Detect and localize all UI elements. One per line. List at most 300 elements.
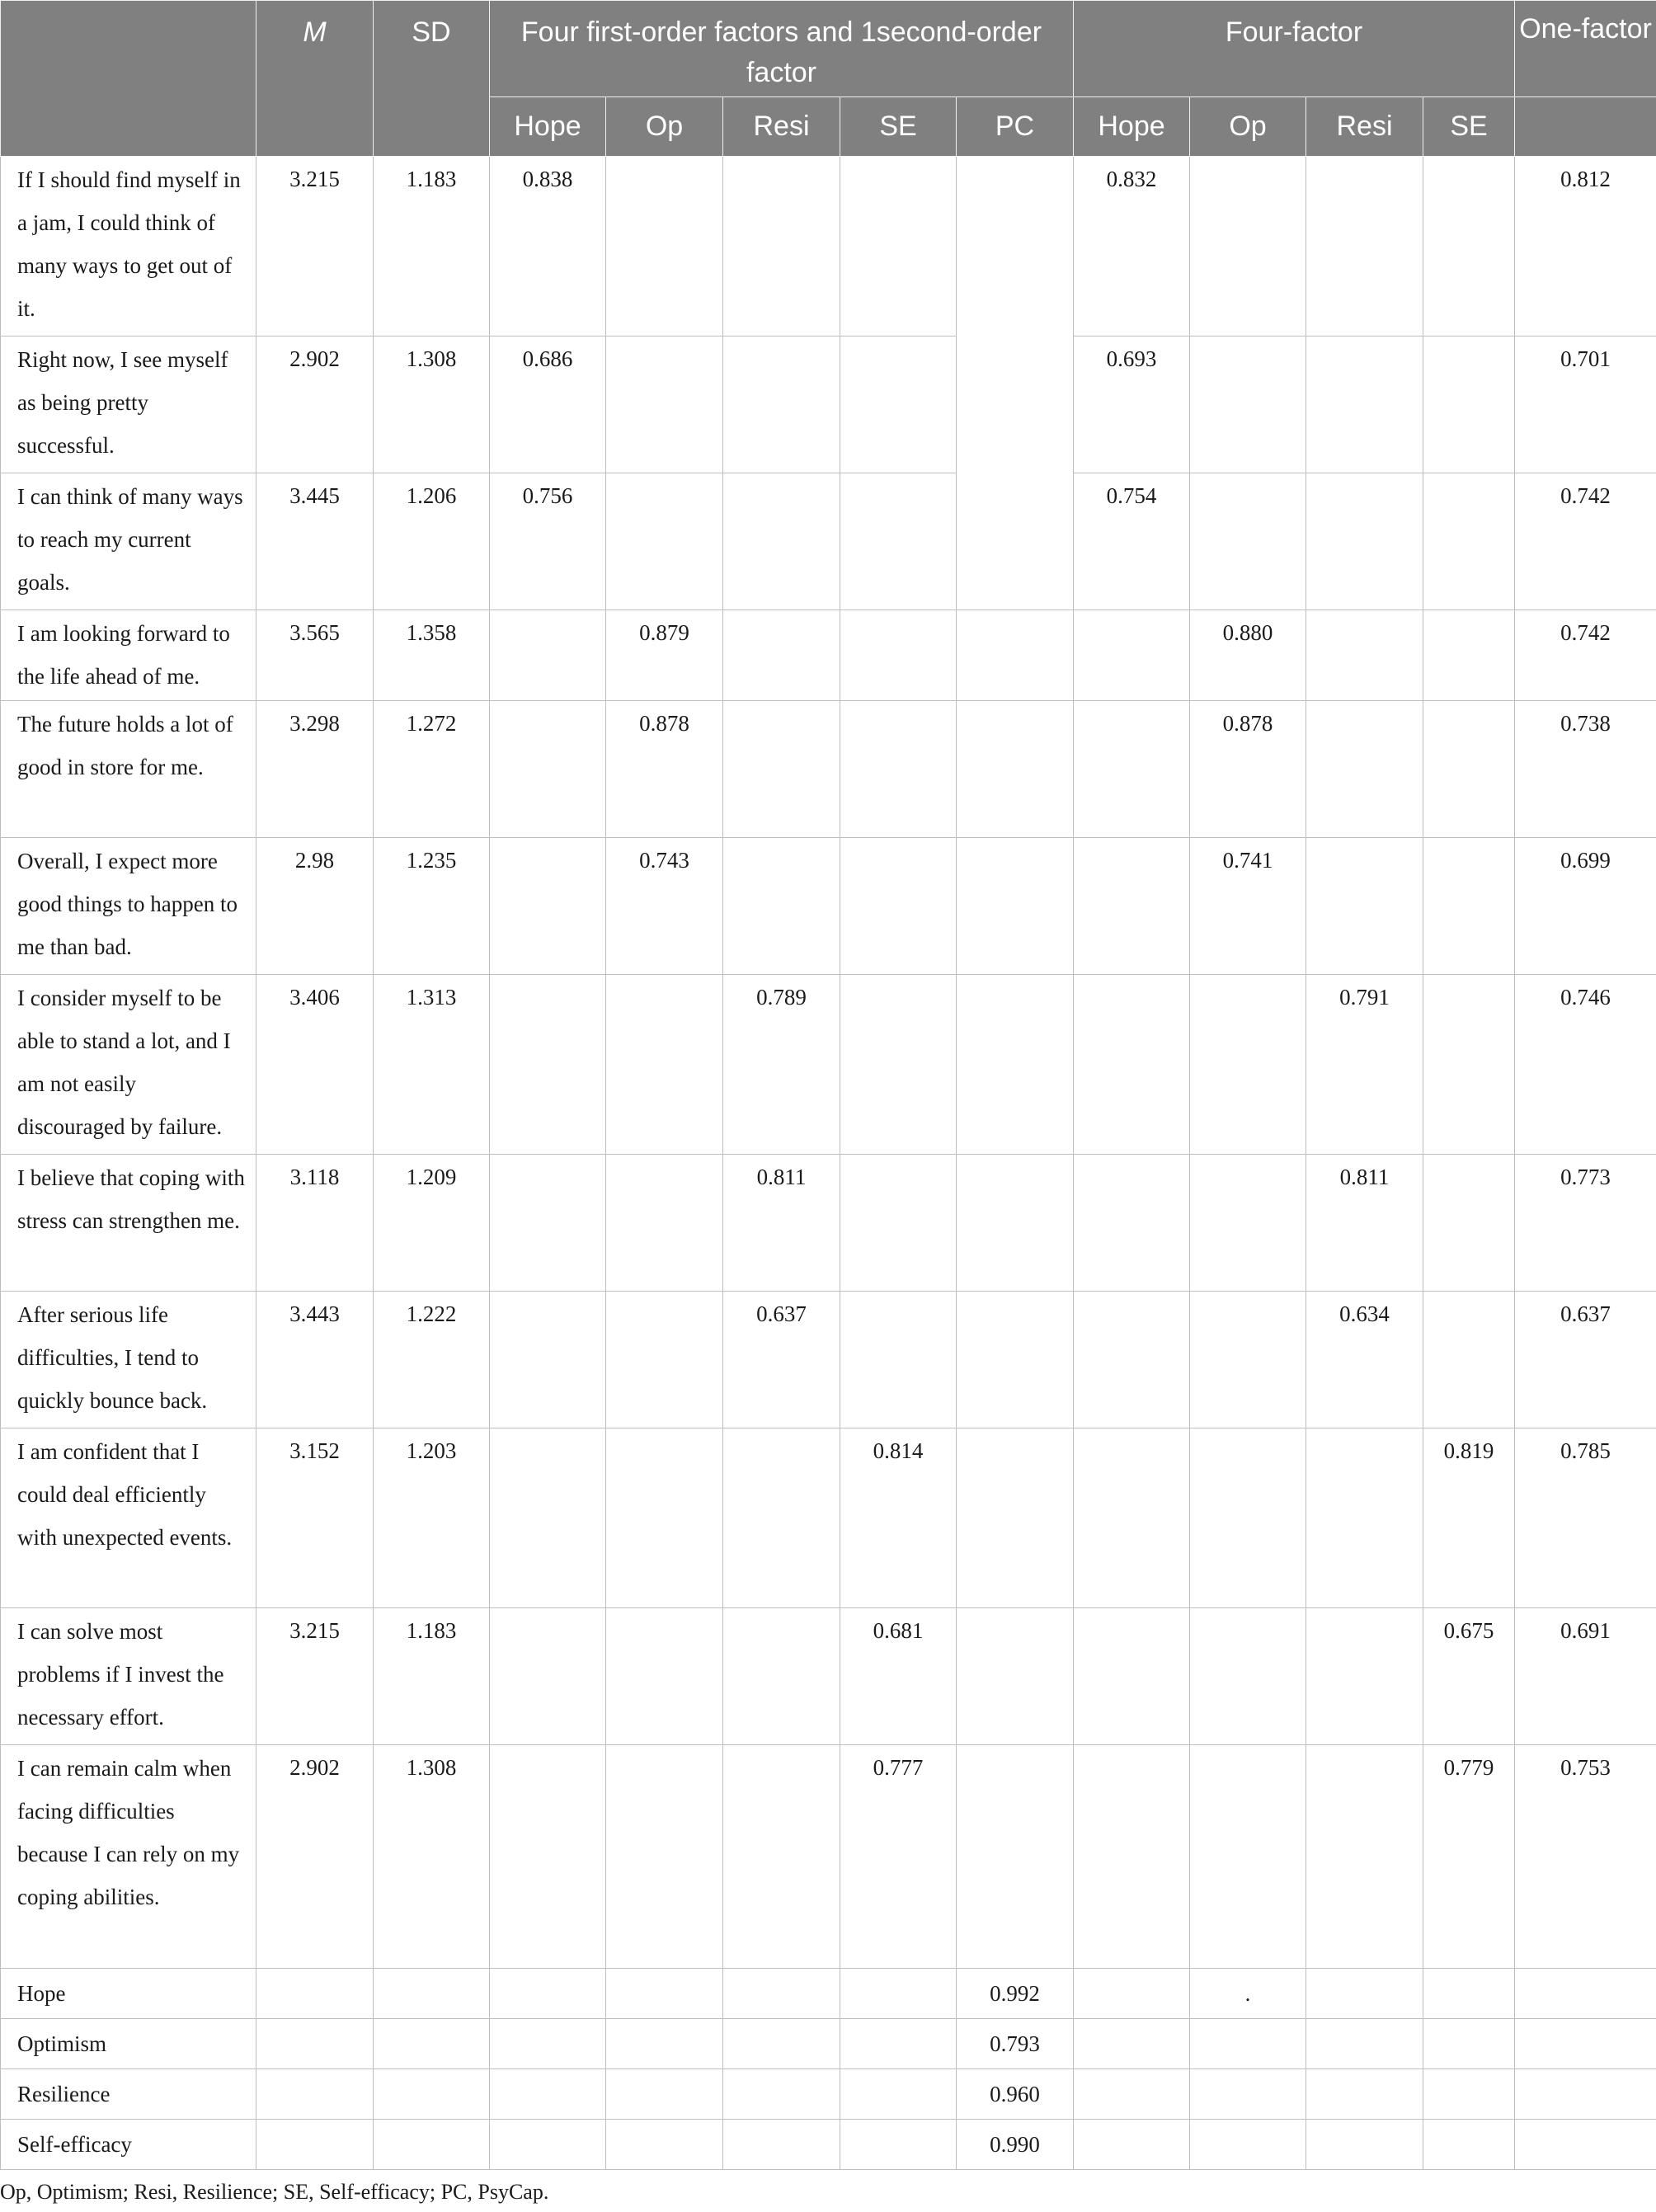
item-text-cell [1,838,256,975]
item-text-cell [1,975,256,1155]
subheader-four-factor-resi: Resi [1306,97,1423,157]
pc-merged-blank-cell [957,157,1074,610]
subheader-first-order-pc: PC [957,97,1074,157]
second-order-label-cell [1,2120,256,2170]
empty-cell [490,2069,606,2120]
second-order-label-cell-text: Self-efficacy [17,2132,132,2157]
empty-cell [840,1969,957,2019]
first-order-loading-cell [840,1292,957,1428]
four-factor-loading-cell [1306,838,1423,975]
first-order-loading-cell-text [606,157,722,168]
first-order-loading-cell [490,610,606,701]
four-factor-loading-cell [1190,473,1306,610]
four-factor-loading-cell [1074,610,1190,701]
empty-cell [1515,1969,1656,2019]
four-factor-loading-cell-text [1190,975,1306,986]
pc-blank-cell [957,1292,1074,1428]
mean-cell [256,701,374,838]
four-factor-loading-cell-text: 0.754 [1106,483,1157,508]
empty-cell [723,2120,840,2170]
sd-cell-text: 1.308 [406,1755,457,1780]
four-factor-loading-cell-text [1074,1292,1189,1303]
four-factor-loading-cell-text [1306,337,1423,348]
four-factor-loading-cell [1190,337,1306,473]
mark-cell-text: . [1244,1981,1251,2006]
first-order-loading-cell [606,337,723,473]
first-order-loading-cell [606,701,723,838]
pc-blank-cell [957,975,1074,1155]
four-factor-loading-cell-text [1423,610,1514,622]
four-factor-loading-cell-text [1423,838,1514,850]
pc-loading-cell [957,2019,1074,2069]
mean-cell [256,838,374,975]
four-factor-loading-cell-text [1190,1608,1306,1620]
four-factor-loading-cell [1423,337,1515,473]
empty-cell [256,2120,374,2170]
four-factor-loading-cell [1306,975,1423,1155]
four-factor-loading-cell [1074,838,1190,975]
four-factor-loading-cell [1423,1155,1515,1292]
first-order-loading-cell-text [606,1745,722,1757]
four-factor-loading-cell-text [1190,1155,1306,1166]
first-order-loading-cell-text [490,1155,605,1166]
sd-cell [374,701,490,838]
first-order-loading-cell-text: 0.838 [522,167,573,191]
four-factor-loading-cell-text [1423,473,1514,485]
four-factor-loading-cell-text [1190,473,1306,485]
first-order-loading-cell [723,473,840,610]
first-order-loading-cell-text [723,157,840,168]
table-body [1,157,1656,2170]
one-factor-loading-cell [1515,157,1656,337]
pc-loading-cell [957,2069,1074,2120]
pc-loading-cell-text: 0.992 [990,1981,1040,2006]
first-order-loading-cell [490,337,606,473]
four-factor-loading-cell [1423,1428,1515,1608]
pc-loading-cell-text: 0.960 [990,2082,1040,2106]
one-factor-loading-cell [1515,1608,1656,1745]
mark-cell [1190,2019,1306,2069]
first-order-loading-cell [490,701,606,838]
empty-cell [256,2019,374,2069]
mean-cell [256,975,374,1155]
empty-cell [1074,2069,1190,2120]
four-factor-loading-cell-text [1423,337,1514,348]
four-factor-loading-cell-text [1306,1745,1423,1757]
first-order-loading-cell [723,1745,840,1969]
header-four-first-order-factors: Four first-order factors and 1second-order factor [490,1,1074,97]
table-header [1,1,1656,157]
first-order-loading-cell [490,975,606,1155]
table-row [1,701,1656,838]
first-order-loading-cell-text [723,838,840,850]
first-order-loading-cell-text [606,337,722,348]
first-order-loading-cell-text: 0.777 [873,1755,924,1780]
mean-cell [256,1745,374,1969]
sd-cell [374,1608,490,1745]
item-text-cell [1,1745,256,1969]
four-factor-loading-cell [1074,975,1190,1155]
four-factor-loading-cell-text [1190,1745,1306,1757]
pc-loading-cell [957,2120,1074,2170]
first-order-loading-cell-text [606,1428,722,1440]
four-factor-loading-cell [1423,1292,1515,1428]
mean-cell [256,473,374,610]
first-order-loading-cell-text [723,1428,840,1440]
empty-cell [374,2019,490,2069]
empty-cell [374,2069,490,2120]
subheader-first-order-resi: Resi [723,97,840,157]
subheader-one-factor-blank [1515,97,1656,157]
first-order-loading-cell-text: 0.756 [522,483,573,508]
pc-blank-cell [957,1745,1074,1969]
four-factor-loading-cell [1074,337,1190,473]
empty-cell [1423,1969,1515,2019]
item-text-cell-text: Overall, I expect more good things to happen to me than bad. [17,849,238,959]
four-factor-loading-cell [1306,701,1423,838]
first-order-loading-cell [840,1428,957,1608]
mean-cell-text: 3.215 [289,1618,340,1643]
four-factor-loading-cell [1423,157,1515,337]
first-order-loading-cell [490,1745,606,1969]
item-text-cell-text: If I should find myself in a jam, I could think of many ways to get out of it. [17,167,241,321]
sd-cell [374,1428,490,1608]
mark-cell [1190,2069,1306,2120]
empty-cell [1306,2069,1423,2120]
four-factor-loading-cell-text [1190,1292,1306,1303]
subheader-first-order-op: Op [606,97,723,157]
first-order-loading-cell-text [723,337,840,348]
pc-loading-cell-text: 0.990 [990,2132,1040,2157]
one-factor-loading-cell-text: 0.738 [1560,711,1611,736]
first-order-loading-cell-text: 0.743 [639,848,689,873]
mean-cell [256,610,374,701]
empty-cell [723,2019,840,2069]
sd-cell-text: 1.209 [406,1165,457,1189]
four-factor-loading-cell [1074,1155,1190,1292]
one-factor-loading-cell [1515,1428,1656,1608]
four-factor-loading-cell [1074,701,1190,838]
first-order-loading-cell [606,838,723,975]
item-text-cell [1,337,256,473]
empty-cell [374,2120,490,2170]
second-order-label-cell [1,2019,256,2069]
one-factor-loading-cell-text: 0.701 [1560,346,1611,371]
four-factor-loading-cell [1190,975,1306,1155]
mean-cell-text: 3.406 [289,985,340,1010]
empty-cell [1306,2120,1423,2170]
four-factor-loading-cell [1190,1155,1306,1292]
one-factor-loading-cell-text: 0.773 [1560,1165,1611,1189]
first-order-loading-cell [840,975,957,1155]
first-order-loading-cell [840,1155,957,1292]
first-order-loading-cell [606,1608,723,1745]
first-order-loading-cell [840,157,957,337]
empty-cell [606,2019,723,2069]
first-order-loading-cell-text [723,1745,840,1757]
table-row [1,157,1656,337]
mark-cell [1190,1969,1306,2019]
empty-cell [1515,2019,1656,2069]
first-order-loading-cell [723,157,840,337]
empty-cell [840,2019,957,2069]
item-text-cell [1,701,256,838]
first-order-loading-cell [840,610,957,701]
first-order-loading-cell-text: 0.814 [873,1438,924,1463]
four-factor-loading-cell-text [1074,610,1189,622]
first-order-loading-cell [606,1292,723,1428]
empty-cell [1306,2019,1423,2069]
second-order-label-cell-text: Resilience [17,2082,111,2106]
mean-cell [256,1292,374,1428]
one-factor-loading-cell [1515,473,1656,610]
first-order-loading-cell-text [490,1745,605,1757]
four-factor-loading-cell [1074,1608,1190,1745]
pc-loading-cell [957,1969,1074,2019]
sd-cell [374,975,490,1155]
one-factor-loading-cell [1515,838,1656,975]
four-factor-loading-cell-text [1074,1745,1189,1757]
four-factor-loading-cell-text [1423,975,1514,986]
four-factor-loading-cell [1074,1292,1190,1428]
four-factor-loading-cell [1306,1745,1423,1969]
empty-cell [1074,2019,1190,2069]
pc-blank-cell [957,1608,1074,1745]
mean-cell-text: 3.152 [289,1438,340,1463]
four-factor-loading-cell-text: 0.880 [1222,620,1273,645]
second-order-label-cell-text: Hope [17,1981,66,2006]
first-order-loading-cell [840,473,957,610]
four-factor-loading-cell-text [1306,157,1423,168]
four-factor-loading-cell-text: 0.819 [1443,1438,1494,1463]
mark-cell [1190,2120,1306,2170]
first-order-loading-cell-text [840,337,956,348]
empty-cell [1515,2069,1656,2120]
first-order-loading-cell-text [490,610,605,622]
sd-cell [374,337,490,473]
header-one-factor: One-factor [1515,1,1656,97]
four-factor-loading-cell-text: 0.634 [1339,1301,1390,1326]
first-order-loading-cell [606,157,723,337]
first-order-loading-cell [723,1292,840,1428]
sd-cell-text: 1.222 [406,1301,457,1326]
four-factor-loading-cell [1190,1608,1306,1745]
table-row [1,975,1656,1155]
four-factor-loading-cell [1423,610,1515,701]
first-order-loading-cell [490,157,606,337]
four-factor-loading-cell-text [1306,838,1423,850]
four-factor-loading-cell-text: 0.791 [1339,985,1390,1010]
mean-cell-text: 3.443 [289,1301,340,1326]
item-text-cell-text: I can think of many ways to reach my current goals. [17,484,243,595]
four-factor-loading-cell-text: 0.741 [1222,848,1273,873]
one-factor-loading-cell [1515,337,1656,473]
empty-cell [1306,1969,1423,2019]
four-factor-loading-cell-text [1306,1428,1423,1440]
header-m: M [256,1,374,157]
first-order-loading-cell-text: 0.879 [639,620,689,645]
table-row [1,1745,1656,1969]
mean-cell [256,337,374,473]
first-order-loading-cell-text: 0.878 [639,711,689,736]
four-factor-loading-cell [1190,1428,1306,1608]
four-factor-loading-cell [1423,1608,1515,1745]
empty-cell [1515,2120,1656,2170]
first-order-loading-cell [606,1745,723,1969]
four-factor-loading-cell [1306,1608,1423,1745]
sd-cell-text: 1.358 [406,620,457,645]
item-text-cell-text: After serious life difficulties, I tend to quickly bounce back. [17,1302,208,1413]
first-order-loading-cell [490,473,606,610]
empty-cell [490,2019,606,2069]
mean-cell [256,1428,374,1608]
first-order-loading-cell-text [490,1428,605,1440]
first-order-loading-cell-text [723,701,840,713]
four-factor-loading-cell [1190,838,1306,975]
table-footnote: Op, Optimism; Resi, Resilience; SE, Self-efficacy; PC, PsyCap. [0,2180,549,2204]
table-row [1,1292,1656,1428]
mean-cell [256,157,374,337]
empty-cell [1423,2019,1515,2069]
item-text-cell [1,1155,256,1292]
sd-cell [374,473,490,610]
four-factor-loading-cell [1306,337,1423,473]
first-order-loading-cell-text: 0.681 [873,1618,924,1643]
first-order-loading-cell-text [490,1292,605,1303]
four-factor-loading-cell [1306,1292,1423,1428]
first-order-loading-cell [490,1608,606,1745]
table-row [1,1155,1656,1292]
empty-cell [490,1969,606,2019]
one-factor-loading-cell [1515,701,1656,838]
mean-cell-text: 2.98 [294,848,335,873]
four-factor-loading-cell [1190,610,1306,701]
sd-cell-text: 1.235 [406,848,457,873]
one-factor-loading-cell [1515,1155,1656,1292]
first-order-loading-cell [606,975,723,1155]
first-order-loading-cell [840,1608,957,1745]
first-order-loading-cell-text [606,1155,722,1166]
item-text-cell-text: I am confident that I could deal efficiently with unexpected events. [17,1439,233,1550]
first-order-loading-cell [840,838,957,975]
subheader-four-factor-hope: Hope [1074,97,1190,157]
sd-cell-text: 1.203 [406,1438,457,1463]
first-order-loading-cell-text [840,838,956,850]
four-factor-loading-cell [1423,1745,1515,1969]
pc-blank-cell [957,610,1074,701]
one-factor-loading-cell-text: 0.785 [1560,1438,1611,1463]
four-factor-loading-cell-text [1074,1428,1189,1440]
sd-cell [374,1292,490,1428]
first-order-loading-cell-text [840,975,956,986]
subheader-first-order-hope: Hope [490,97,606,157]
sd-cell-text: 1.183 [406,167,457,191]
mean-cell-text: 2.902 [289,346,340,371]
first-order-loading-cell [723,701,840,838]
table-row [1,838,1656,975]
four-factor-loading-cell-text [1306,1608,1423,1620]
item-text-cell-text: The future holds a lot of good in store for me. [17,712,233,779]
first-order-loading-cell-text [606,473,722,485]
first-order-loading-cell [606,610,723,701]
first-order-loading-cell-text [490,701,605,713]
first-order-loading-cell-text [490,1608,605,1620]
second-order-row [1,2019,1656,2069]
item-text-cell [1,1428,256,1608]
first-order-loading-cell [490,838,606,975]
four-factor-loading-cell [1306,473,1423,610]
four-factor-loading-cell-text [1306,610,1423,622]
first-order-loading-cell-text [840,157,956,168]
empty-cell [723,1969,840,2019]
second-order-row [1,2069,1656,2120]
empty-cell [606,2069,723,2120]
four-factor-loading-cell-text [1423,157,1514,168]
first-order-loading-cell-text: 0.811 [756,1165,807,1189]
four-factor-loading-cell-text [1074,1155,1189,1166]
table-row [1,1608,1656,1745]
first-order-loading-cell [606,473,723,610]
empty-cell [840,2069,957,2120]
sd-cell [374,1155,490,1292]
mean-cell [256,1155,374,1292]
first-order-loading-cell [723,337,840,473]
subheader-four-factor-op: Op [1190,97,1306,157]
item-text-cell-text: I can remain calm when facing difficulties because I can rely on my coping abilities. [17,1756,240,1909]
first-order-loading-cell [723,1428,840,1608]
first-order-loading-cell-text [606,975,722,986]
empty-cell [606,1969,723,2019]
first-order-loading-cell-text: 0.789 [756,985,807,1010]
four-factor-loading-cell-text: 0.779 [1443,1755,1494,1780]
first-order-loading-cell [490,1292,606,1428]
one-factor-loading-cell-text: 0.812 [1560,167,1611,191]
empty-cell [1074,1969,1190,2019]
first-order-loading-cell [606,1428,723,1608]
empty-cell [256,2069,374,2120]
four-factor-loading-cell-text [1423,1155,1514,1166]
one-factor-loading-cell [1515,975,1656,1155]
sd-cell [374,610,490,701]
header-item-blank [1,1,256,157]
second-order-row [1,1969,1656,2019]
four-factor-loading-cell-text [1306,473,1423,485]
item-text-cell [1,157,256,337]
sd-cell-text: 1.272 [406,711,457,736]
item-text-cell-text: I believe that coping with stress can strengthen me. [17,1165,245,1233]
sd-cell-text: 1.308 [406,346,457,371]
empty-cell [1074,2120,1190,2170]
first-order-loading-cell-text: 0.686 [522,346,573,371]
empty-cell [256,1969,374,2019]
second-order-label-cell-text: Optimism [17,2031,107,2056]
empty-cell [1423,2069,1515,2120]
item-text-cell-text: I am looking forward to the life ahead of me. [17,621,230,689]
item-text-cell-text: I can solve most problems if I invest the necessary effort. [17,1619,224,1730]
table-row [1,610,1656,701]
four-factor-loading-cell [1423,473,1515,610]
first-order-loading-cell [723,1608,840,1745]
four-factor-loading-cell [1074,473,1190,610]
empty-cell [723,2069,840,2120]
four-factor-loading-cell-text [1190,1428,1306,1440]
four-factor-loading-cell-text [1074,975,1189,986]
first-order-loading-cell-text [723,610,840,622]
second-order-label-cell [1,2069,256,2120]
mean-cell-text: 3.215 [289,167,340,191]
four-factor-loading-cell [1190,1745,1306,1969]
first-order-loading-cell [723,838,840,975]
